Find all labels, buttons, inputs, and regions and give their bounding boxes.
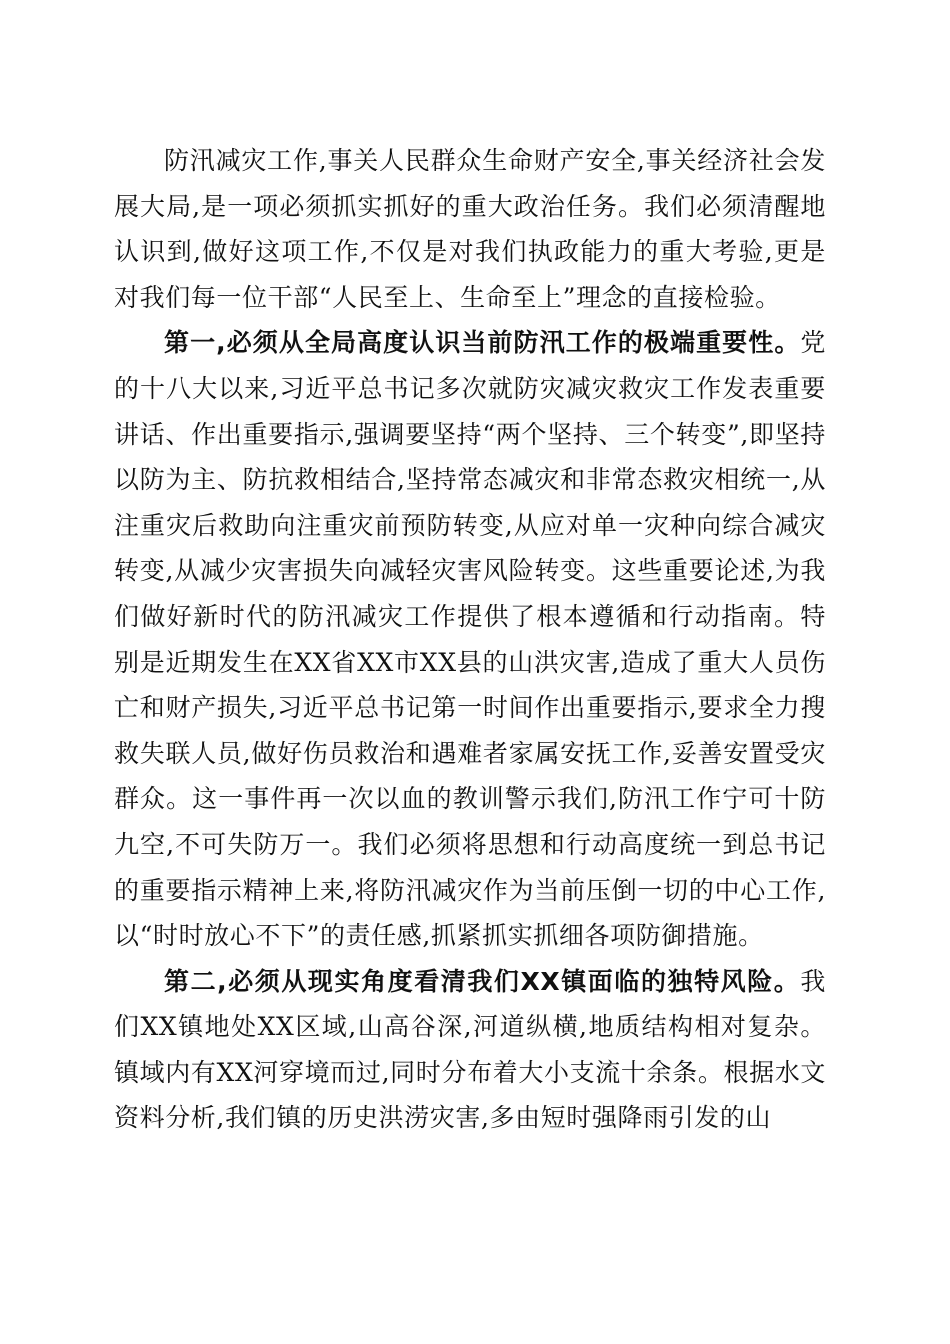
paragraph-second-point-lead: 第二,必须从现实角度看清我们XX镇面临的独特风险。 bbox=[164, 966, 801, 996]
document-body bbox=[114, 138, 826, 1141]
paragraph-first-point bbox=[114, 320, 826, 958]
paragraph-intro-text: 防汛减灾工作,事关人民群众生命财产安全,事关经济社会发展大局,是一项必须抓实抓好的重大政治任务。我们必须清醒地认识到,做好这项工作,不仅是对我们执政能力的重大考验,更是对我们每一位干部“人民至上、生命至上”理念的直接检验。 bbox=[114, 146, 826, 312]
paragraph-intro bbox=[114, 138, 826, 320]
paragraph-first-point-text: 党的十八大以来,习近平总书记多次就防灾减灾救灾工作发表重要讲话、作出重要指示,强调要坚持“两个坚持、三个转变”,即坚持以防为主、防抗救相结合,坚持常态减灾和非常态救灾相统一,从注重灾后救助向注重灾前预防转变,从应对单一灾种向综合减灾转变,从减少灾害损失向减轻灾害风险转变。这些重要论述,为我们做好新时代的防汛减灾工作提供了根本遵循和行动指南。特别是近期发生在XX省XX市XX县的山洪灾害,造成了重大人员伤亡和财产损失,习近平总书记第一时间作出重要指示,要求全力搜救失联人员,做好伤员救治和遇难者家属安抚工作,妥善安置受灾群众。这一事件再一次以血的教训警示我们,防汛工作宁可十防九空,不可失防万一。我们必须将思想和行动高度统一到总书记的重要指示精神上来,将防汛减灾作为当前压倒一切的中心工作,以“时时放心不下”的责任感,抓紧抓实抓细各项防御措施。 bbox=[114, 328, 826, 951]
paragraph-second-point bbox=[114, 959, 826, 1141]
paragraph-first-point-lead: 第一,必须从全局高度认识当前防汛工作的极端重要性。 bbox=[164, 328, 801, 358]
paragraph-second-point-text: 我们XX镇地处XX区域,山高谷深,河道纵横,地质结构相对复杂。镇域内有XX河穿境而过,同时分布着大小支流十余条。根据水文资料分析,我们镇的历史洪涝灾害,多由短时强降雨引发的山 bbox=[114, 966, 826, 1133]
